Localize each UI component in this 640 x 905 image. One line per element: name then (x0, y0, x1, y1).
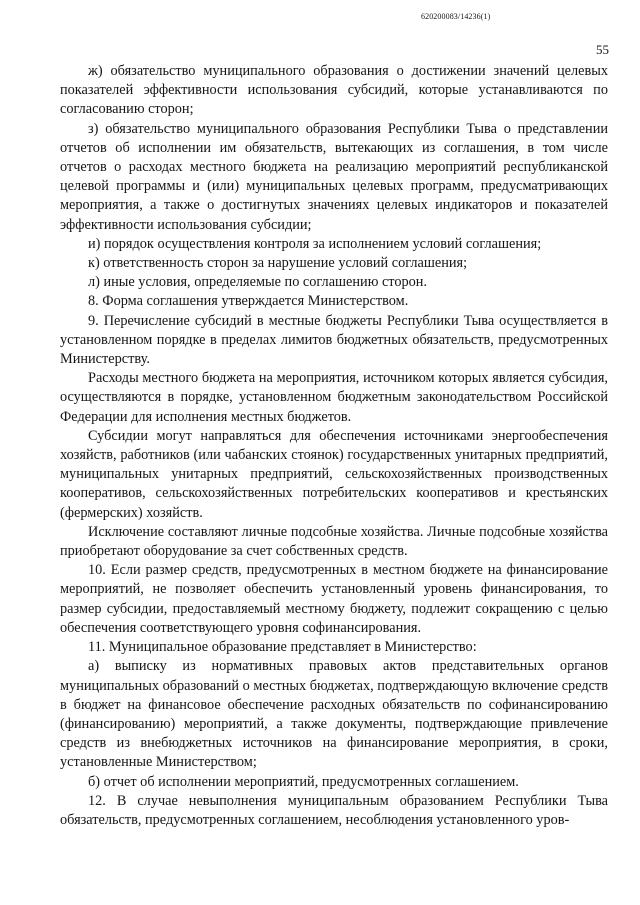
paragraph-item-l: л) иные условия, определяемые по соглашению сторон. (88, 274, 428, 291)
paragraph-clause-12: 12. В случае невыполнения муниципальным образованием Республики Тыва обязательств, предусмотренных соглашением, несоблюдения установленного уров- (60, 792, 608, 828)
paragraph-clause-11: 11. Муниципальное образование представляет в Министерство: (88, 639, 477, 656)
document-code: 620200083/14236(1) (421, 12, 491, 21)
paragraph-exception: Исключение составляют личные подсобные хозяйства. Личные подсобные хозяйства приобретают оборудование за счет собственных средств. (60, 523, 608, 560)
paragraph-subsidy-directions: Субсидии могут направляться для обеспечения источниками энергообеспечения хозяйств, работников (или чабанских стоянок) государственных унитарных предприятий, муниципальных унитарных предприятий, сельскохозяйственных производственных кооперативов, сельскохозяйственных потребительских кооперативов и крестьянских (фермерских) хозяйств. (60, 427, 608, 521)
document-body (60, 62, 608, 830)
paragraph-item-a: а) выписку из нормативных правовых актов представительных органов муниципальных образований о местных бюджетах, подтверждающую включение средств в бюджет на финансовое обеспечение расходных обязательств по софинансированию (финансированию) мероприятий, а также документы, подтверждающие привлечение средств из внебюджетных источников на финансирование мероприятия, в сроки, установленные Министерством; (60, 658, 608, 771)
paragraph-item-k: к) ответственность сторон за нарушение условий соглашения; (88, 255, 468, 272)
paragraph-local-budget-expenses: Расходы местного бюджета на мероприятия, источником которых является субсидия, осуществляются в порядке, установленном бюджетным законодательством Российской Федерации для исполнения местных бюджетов. (60, 370, 608, 425)
paragraph-clause-9: 9. Перечисление субсидий в местные бюджеты Республики Тыва осуществляется в установленном порядке в пределах лимитов бюджетных обязательств, предусмотренных Министерству. (60, 312, 608, 368)
paragraph-item-i: и) порядок осуществления контроля за исполнением условий соглашения; (88, 235, 542, 252)
paragraph-item-zh: ж) обязательство муниципального образования о достижении значений целевых показателей эффективности использования субсидий, которые устанавливаются по согласованию сторон; (60, 63, 608, 118)
paragraph-item-b: б) отчет об исполнении мероприятий, предусмотренных соглашением. (88, 773, 519, 790)
paragraph-item-z: з) обязательство муниципального образования Республики Тыва о представлении отчетов об исполнении им обязательств, вытекающих из соглашения, в том числе отчетов о расходах местного бюджета на реализацию мероприятий республиканской целевой программы и (или) муниципальных целевых программ, предусматривающих мероприятия, а также о достигнутых значениях целевых индикаторов и показателей эффективности использования субсидии; (60, 120, 608, 233)
paragraph-clause-10: 10. Если размер средств, предусмотренных в местном бюджете на финансирование мероприятий, не позволяет обеспечить установленный уровень финансирования, то размер субсидии, предоставляемый местному бюджету, подлежит сокращению с целью обеспечения соответствующего уровня софинансирования. (60, 562, 608, 636)
paragraph-clause-8: 8. Форма соглашения утверждается Министерством. (88, 293, 409, 310)
page-number: 55 (596, 42, 609, 57)
